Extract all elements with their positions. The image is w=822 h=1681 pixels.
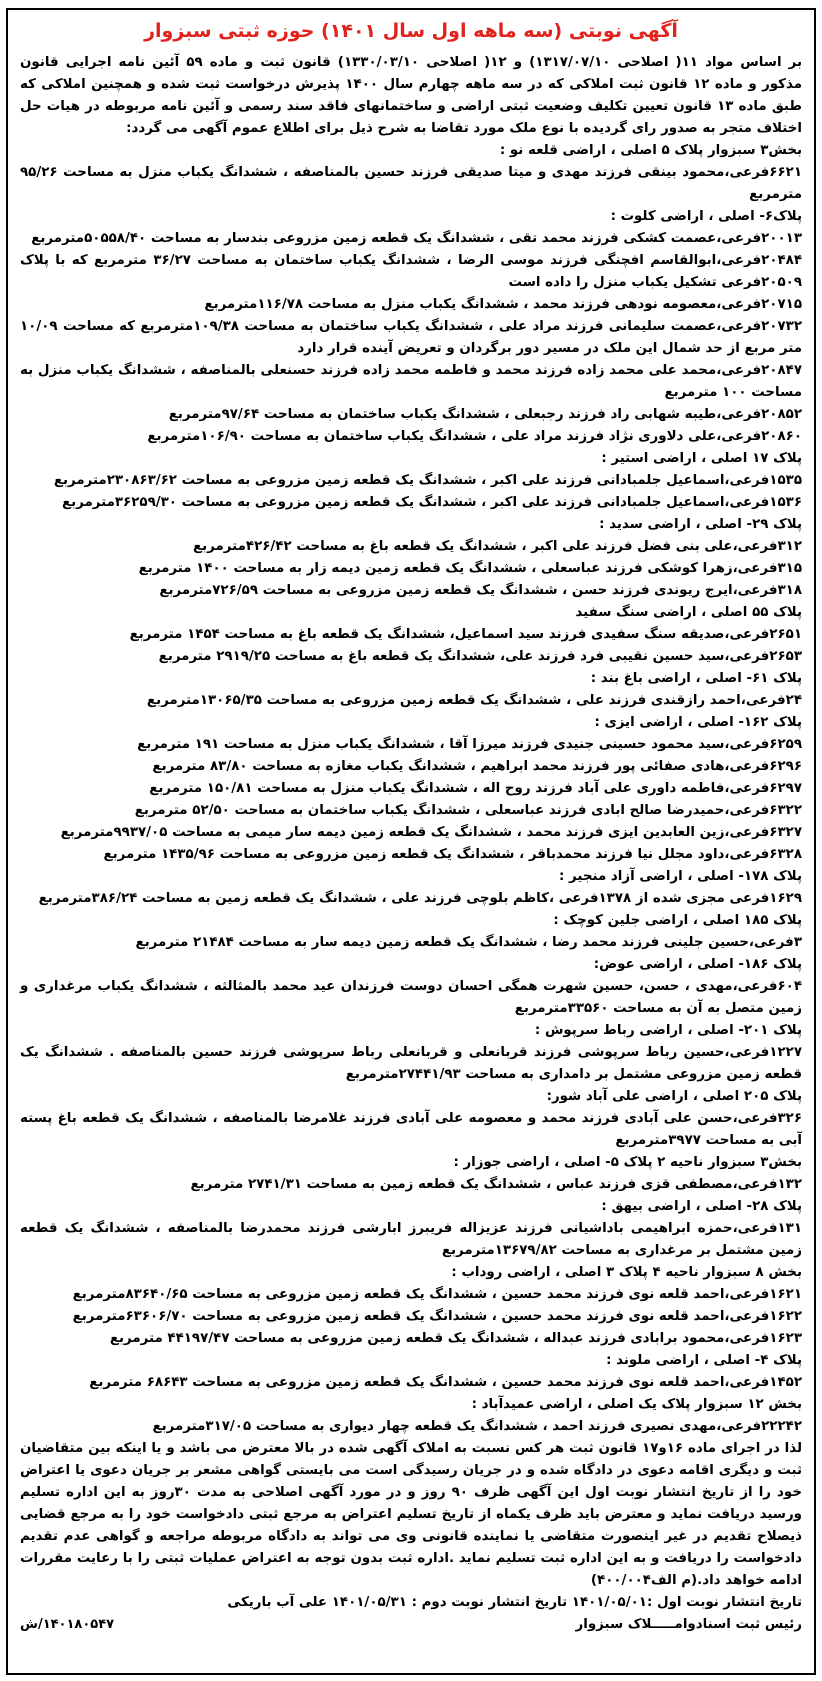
property-entry: ۶۰۴فرعی،مهدی ، حسن، حسین شهرت همگی احسان دوست فرزندان عید محمد بالمثالثه ، ششدانگ یکباب مرغداری و زمین متصل به آن به مساحت ۳۳۵۶۰مترمربع: [20, 979, 802, 1016]
property-entry: ۲۰۸۴۷فرعی،محمد علی محمد زاده فرزند محمد و فاطمه محمد زاده فرزند حسنعلی بالمناصفه ، ششدانگ یکباب منزل به مساحت ۱۰۰ مترمربع: [20, 363, 802, 400]
property-entry: ۲۰۸۶۰فرعی،علی دلاوری نژاد فرزند مراد علی ، ششدانگ یکباب ساختمان به مساحت ۱۰۶/۹۰مترمربع: [147, 429, 802, 444]
property-entry: ۱۶۲۱فرعی،احمد قلعه نوی فرزند محمد حسین ، ششدانگ یک قطعه زمین مزروعی به مساحت ۸۳۶۴۰/۶۵مترمربع: [72, 1287, 802, 1302]
property-entry: ۲۲۲۴۲فرعی،مهدی نصیری فرزند احمد ، ششدانگ یک قطعه چهار دیواری به مساحت ۳۱۷/۰۵مترمربع: [152, 1419, 802, 1434]
property-entry: ۲۴فرعی،احمد رازقندی فرزند علی ، ششدانگ یک قطعه زمین مزروعی به مساحت ۱۳۰۶۵/۳۵مترمربع: [146, 693, 802, 708]
property-entry: ۳۱۲فرعی،علی بنی فضل فرزند علی اکبر ، ششدانگ یک قطعه باغ به مساحت ۴۲۶/۴۲مترمربع: [193, 539, 802, 554]
signature-title: رئیس ثبت اسنادوامـــــلاک سبزوار: [575, 1617, 802, 1632]
property-entries: [20, 140, 802, 1438]
plaque-heading: پلاک ۱۷۸- اصلی ، اراضی آزاد منجیر :: [559, 869, 802, 884]
notice-frame: [6, 8, 816, 1675]
property-entry: ۳۲۶فرعی،حسن علی آبادی فرزند محمد و معصومه علی آبادی فرزند غلامرضا بالمناصفه ، ششدانگ یک قطعه باغ پسته آبی به مساحت ۳۹۷۷مترمربع: [20, 1111, 802, 1148]
plaque-heading: پلاک ۱۷ اصلی ، اراضی استیر :: [601, 451, 802, 466]
plaque-heading: بخش ۸ سبزوار ناحیه ۴ پلاک ۳ اصلی ، اراضی روداب :: [451, 1265, 802, 1280]
property-entry: ۲۶۵۳فرعی،سید حسین نقیبی فرد فرزند علی، ششدانگ یک قطعه باغ به مساحت ۲۹۱۹/۲۵ مترمربع: [158, 649, 802, 664]
plaque-heading: بخش۳ سبزوار ناحیه ۲ پلاک ۵- اصلی ، اراضی جوزار :: [453, 1155, 802, 1170]
property-entry: ۱۵۳۶فرعی،اسماعیل جلمبادانی فرزند علی اکبر ، ششدانگ یک قطعه زمین مزروعی به مساحت ۳۶۲۵۹/۳۰مترمربع: [61, 495, 802, 510]
plaque-heading: پلاک ۵۵ اصلی ، اراضی سنگ سفید: [575, 605, 802, 620]
property-entry: ۶۳۲۸فرعی،داود مجلل نیا فرزند محمدباقر ، ششدانگ یک قطعه زمین مزروعی به مساحت ۱۴۳۵/۹۶ مترمربع: [103, 847, 802, 862]
notice-title: آگهی نوبتی (سه ماهه اول سال ۱۴۰۱) حوزه ثبتی سبزوار: [144, 20, 678, 42]
property-entry: ۶۲۵۹فرعی،سید محمود حسینی جنیدی فرزند میرزا آقا ، ششدانگ یکباب منزل به مساحت ۱۹۱ مترمربع: [137, 737, 802, 752]
plaque-heading: پلاک ۲۹- اصلی ، اراضی سدید :: [599, 517, 802, 532]
property-entry: ۲۰۰۱۳فرعی،عصمت کشکی فرزند محمد تقی ، ششدانگ یک قطعه زمین مزروعی بندسار به مساحت ۵۰۵۵۸/۴۰مترمربع: [31, 231, 802, 246]
plaque-heading: پلاک ۲۸- اصلی ، اراضی بیهق :: [601, 1199, 802, 1214]
notice-intro: بر اساس مواد ۱۱( اصلاحی ۱۳۱۷/۰۷/۱۰) و ۱۲( اصلاحی ۱۳۳۰/۰۳/۱۰) قانون ثبت و ماده ۵۹ آئین نامه اجرایی قانون مذکور و ماده ۱۲ قانون ثبت املاکی که در سه ماهه چهارم سال ۱۴۰۰ پذیرش درخواست ثبت شده و همچنین املاکی که طبق ماده ۱۳ قانون تعیین تکلیف وضعیت ثبتی اراضی و ساختمانهای فاقد سند رسمی و آئین نامه مربوطه در هیات حل اختلاف متجر به صدور رای گردیده با نوع ملک مورد تقاضا به شرح ذیل برای اطلاع عموم آگهی می گردد:: [20, 55, 802, 136]
notice-closing: لذا در اجرای ماده ۱۶و۱۷ قانون ثبت هر کس نسبت به املاک آگهی شده در بالا معترض می باشد و یا اینکه بین متقاضیان ثبت و دیگری اقامه دعوی در دادگاه شده و در جریان رسیدگی است می بایستی گواهی مشعر بر جریان دعوی یا اعتراض خود را از تاریخ انتشار نوبت اول این آگهی ظرف ۹۰ روز و در مورد آگهی اصلاحی به مدت ۳۰روز به این اداره تسلیم ورسید دریافت نماید و معترض باید ظرف یکماه از تاریخ تسلیم اعتراض به مرجع ثبتی دادخواست خود را به مرجع قضایی ذیصلاح تقدیم در غیر اینصورت متقاضی یا نماینده قانونی وی می تواند به دادگاه مربوطه مراجعه و گواهی عدم تقدیم دادخواست را دریافت و به این اداره ثبت تسلیم نماید .اداره ثبت بدون توجه به اعتراض عملیات ثبتی را با رعایت مقررات ادامه خواهد داد.(م الف۴۰۰/۰۰۴): [20, 1441, 802, 1588]
property-entry: ۶۳۲۲فرعی،حمیدرضا صالح ابادی فرزند عباسعلی ، ششدانگ یکباب ساختمان به مساحت ۵۲/۵۰ مترمربع: [134, 803, 802, 818]
plaque-heading: پلاک ۶۱- اصلی ، اراضی باغ بند :: [590, 671, 802, 686]
plaque-heading: پلاک ۱۸۵ اصلی ، اراضی جلین کوچک :: [553, 913, 802, 928]
property-entry: ۲۰۸۵۲فرعی،طیبه شهابی راد فرزند رجبعلی ، ششدانگ یکباب ساختمان به مساحت ۹۷/۶۴مترمربع: [168, 407, 802, 422]
plaque-heading: بخش ۱۲ سبزوار پلاک یک اصلی ، اراضی عمیدآباد :: [471, 1397, 802, 1412]
property-entry: ۲۰۴۸۴فرعی،ابوالقاسم افچنگی فرزند موسی الرضا ، ششدانگ یکباب ساختمان به مساحت ۳۶/۲۷ مترمربع که با پلاک ۲۰۵۰۹فرعی تشکیل یکباب منزل را داده است: [20, 253, 803, 290]
plaque-heading: پلاک ۲۰۵ اصلی ، اراضی علی آباد شور:: [546, 1089, 802, 1104]
property-entry: ۱۴۵۲فرعی،احمد قلعه نوی فرزند محمد حسین ، ششدانگ یک قطعه زمین مزروعی به مساحت ۶۸۶۴۳ مترمربع: [89, 1375, 802, 1390]
property-entry: ۳۱۵فرعی،زهرا کوشکی فرزند عباسعلی ، ششدانگ یک قطعه زمین دیمه زار به مساحت ۱۴۰۰ مترمربع: [138, 561, 802, 576]
plaque-heading: پلاک ۱۸۶- اصلی ، اراضی عوض:: [593, 957, 802, 972]
property-entry: ۱۶۲۲فرعی،احمد قلعه نوی فرزند محمد حسین ، ششدانگ یک قطعه زمین مزروعی به مساحت ۶۳۶۰۶/۷۰مترمربع: [72, 1309, 802, 1324]
plaque-heading: پلاک ۱۶۲- اصلی ، اراضی ایزی :: [594, 715, 802, 730]
property-entry: ۱۳۲فرعی،مصطفی قزی فرزند عباس ، ششدانگ یک قطعه زمین به مساحت ۲۷۴۱/۳۱ مترمربع: [190, 1177, 802, 1192]
property-entry: ۲۶۵۱فرعی،صدیقه سنگ سفیدی فرزند سید اسماعیل، ششدانگ یک قطعه باغ به مساحت ۱۴۵۴ مترمربع: [129, 627, 802, 642]
property-entry: ۶۲۹۶فرعی،هادی صفائی پور فرزند محمد ابراهیم ، ششدانگ یکباب مغازه به مساحت ۸۳/۸۰ مترمربع: [152, 759, 802, 774]
plaque-heading: پلاک۶- اصلی ، اراضی کلوت :: [610, 209, 802, 224]
property-entry: ۱۶۲۹فرعی مجزی شده از ۱۳۷۸فرعی ،کاظم بلوچی فرزند علی ، ششدانگ یک قطعه زمین به مساحت ۳۸۶/۲۴مترمربع: [38, 891, 802, 906]
property-entry: ۱۵۳۵فرعی،اسماعیل جلمبادانی فرزند علی اکبر ، ششدانگ یک قطعه زمین مزروعی به مساحت ۲۳۰۸۶۳/۶۲مترمربع: [53, 473, 802, 488]
property-entry: ۶۶۲۱فرعی،محمود بینقی فرزند مهدی و میتا صدیقی فرزند حسین بالمناصفه ، ششدانگ یکباب منزل به مساحت ۹۵/۲۶ مترمربع: [20, 165, 802, 202]
signature-row: [20, 1614, 802, 1636]
property-entry: ۲۰۷۳۲فرعی،عصمت سلیمانی فرزند مراد علی ، ششدانگ یکباب ساختمان به مساحت ۱۰۹/۳۸مترمربع که مساحت ۱۰/۰۹ متر مربع از حد شمال این ملک در مسیر دور برگردان و تعریض آینده قرار دارد: [20, 319, 802, 356]
plaque-heading: پلاک ۴- اصلی ، اراضی ملوند :: [606, 1353, 802, 1368]
property-entry: ۳۱۸فرعی،ایرج ریوندی فرزند حسن ، ششدانگ یک قطعه زمین مزروعی به مساحت ۷۲۶/۵۹مترمربع: [159, 583, 802, 598]
publication-dates: تاریخ انتشار نوبت اول :۱۴۰۱/۰۵/۰۱ تاریخ انتشار نوبت دوم : ۱۴۰۱/۰۵/۳۱ علی آب باریکی: [227, 1595, 802, 1610]
property-entry: ۱۶۲۳فرعی،محمود برابادی فرزند عبداله ، ششدانگ یک قطعه زمین مزروعی به مساحت ۴۴۱۹۷/۴۷ مترمربع: [109, 1331, 802, 1346]
property-entry: ۳فرعی،حسین جلینی فرزند محمد رضا ، ششدانگ یک قطعه زمین دیمه سار به مساحت ۲۱۴۸۴ مترمربع: [135, 935, 802, 950]
reference-number: ۱۴۰۱۸۰۵۴۷/ش: [20, 1617, 115, 1632]
property-entry: ۶۲۹۷فرعی،فاطمه داوری علی آباد فرزند روح اله ، ششدانگ یکباب منزل به مساحت ۱۵۰/۸۱ مترمربع: [149, 781, 802, 796]
property-entry: ۲۰۷۱۵فرعی،معصومه نودهی فرزند محمد ، ششدانگ یکباب منزل به مساحت ۱۱۶/۷۸مترمربع: [204, 297, 802, 312]
plaque-heading: بخش۳ سبزوار پلاک ۵ اصلی ، اراضی قلعه نو :: [499, 143, 802, 158]
property-entry: ۱۲۲۷فرعی،حسین رباط سرپوشی فرزند قربانعلی و قربانعلی رباط سرپوشی فرزند حسین بالمناصفه . ششدانگ یک قطعه زمین مزروعی مشتمل بر دامداری به مساحت ۲۷۴۴۱/۹۳مترمربع: [20, 1045, 802, 1082]
plaque-heading: پلاک ۲۰۱- اصلی ، اراضی رباط سرپوش :: [534, 1023, 802, 1038]
property-entry: ۱۳۱فرعی،حمزه ابراهیمی باداشیانی فرزند عزیزاله فریبرز ابارشی فرزند محمدرضا بالمناصفه ، ششدانگ یک قطعه زمین مشتمل بر مرغداری به مساحت ۱۳۶۷۹/۸۲مترمربع: [20, 1221, 802, 1258]
property-entry: ۶۳۲۷فرعی،زین العابدین ایزی فرزند محمد ، ششدانگ یک قطعه زمین دیمه سار میمی به مساحت ۹۹۳۷/۰۵مترمربع: [60, 825, 802, 840]
